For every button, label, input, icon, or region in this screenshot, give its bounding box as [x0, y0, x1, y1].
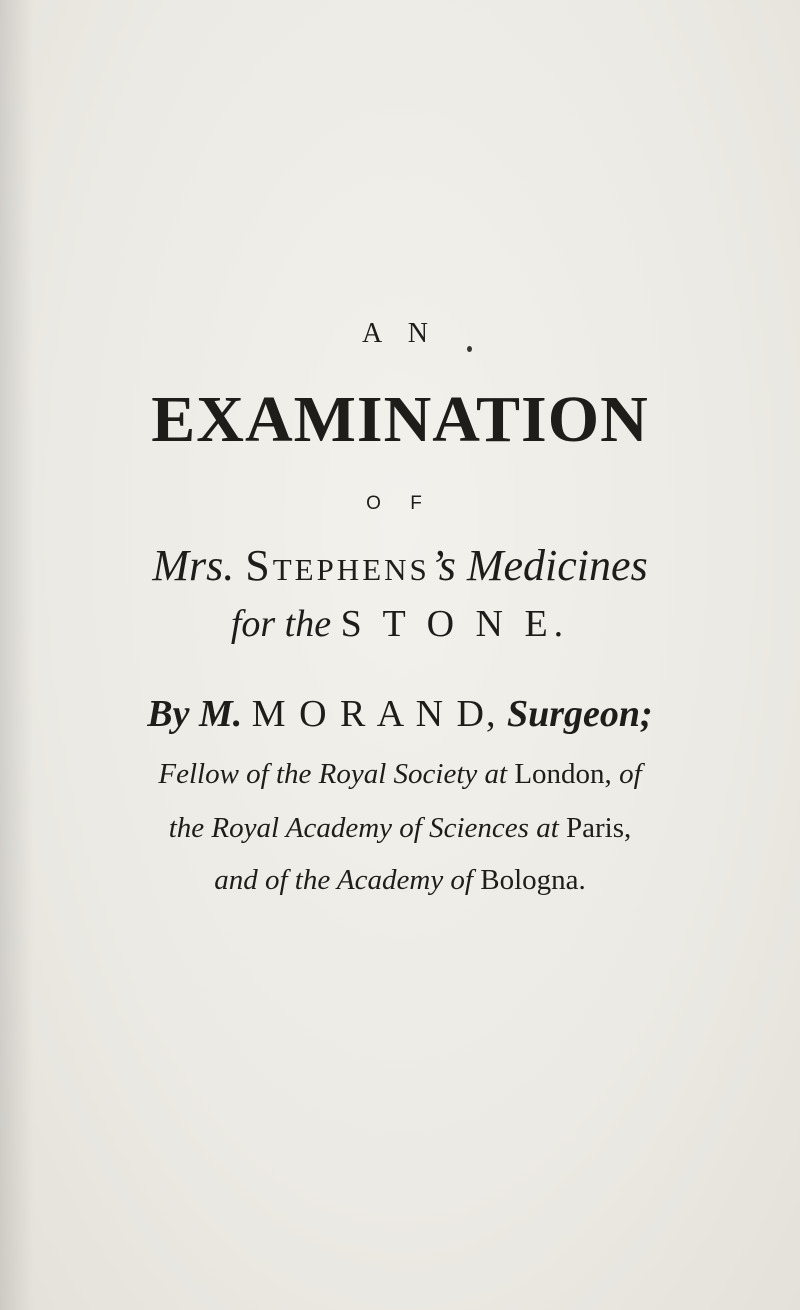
fellow-text: Fellow of the Royal Society at	[158, 758, 508, 790]
ink-fleck	[467, 346, 472, 352]
by-text: By	[147, 693, 190, 735]
subject-line	[0, 540, 800, 591]
of-text: of	[619, 758, 642, 790]
academy-sciences-text: the Royal Academy of Sciences at	[168, 812, 559, 844]
credentials-line-1	[0, 758, 800, 791]
surgeon-text: Surgeon;	[507, 693, 653, 735]
stone-text: S T O N E.	[340, 603, 570, 645]
bologna-text: Bologna.	[480, 864, 586, 896]
credentials-line-2	[0, 812, 800, 845]
medicines-text: Medicines	[466, 541, 648, 590]
academy-bologna-text: and of the Academy of	[214, 864, 473, 896]
spine-shadow	[0, 0, 34, 1310]
author-name: M O R A N D,	[251, 693, 498, 735]
credentials-line-3	[0, 864, 800, 897]
mrs-text: Mrs.	[152, 541, 235, 590]
initial-text: M.	[198, 693, 243, 735]
heading-an: A N	[362, 318, 438, 349]
stone-line	[0, 602, 800, 646]
heading-of: O F	[366, 493, 434, 514]
heading-examination: EXAMINATION	[151, 383, 649, 456]
possessive-text: ’s	[429, 541, 456, 590]
paris-text: Paris,	[566, 812, 632, 844]
for-the-text: for the	[230, 603, 332, 645]
stephens-text: Stephens	[245, 541, 430, 590]
london-text: London,	[514, 758, 612, 790]
author-line	[0, 692, 800, 736]
